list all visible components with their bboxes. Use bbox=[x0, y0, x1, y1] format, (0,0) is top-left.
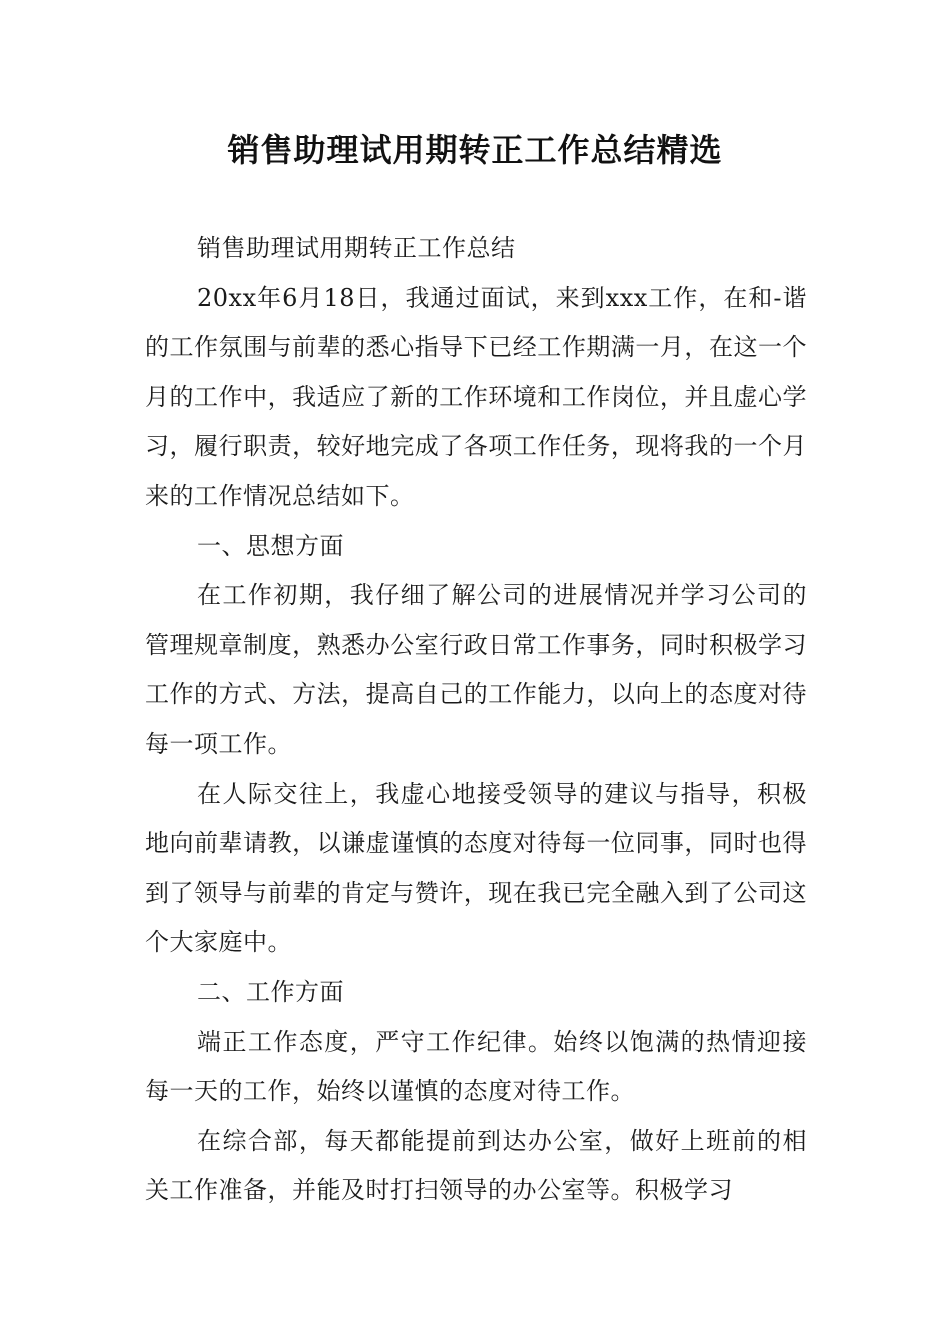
thinking-paragraph-2: 在人际交往上，我虚心地接受领导的建议与指导，积极地向前辈请教，以谦虚谨慎的态度对待每一位同事，同时也得到了领导与前辈的肯定与赞许，现在我已完全融入到了公司这个大家庭中。 bbox=[145, 779, 807, 957]
section-heading-thinking: 一、思想方面 bbox=[197, 531, 344, 560]
section-heading-work: 二、工作方面 bbox=[197, 977, 344, 1006]
work-paragraph-1: 端正工作态度，严守工作纪律。始终以饱满的热情迎接每一天的工作，始终以谨慎的态度对待工作。 bbox=[145, 1027, 807, 1106]
work-paragraph-2: 在综合部，每天都能提前到达办公室，做好上班前的相关工作准备，并能及时打扫领导的办公室等。积极学习 bbox=[145, 1126, 807, 1205]
intro-paragraph: 20xx年6月18日，我通过面试，来到xxx工作，在和-谐的工作氛围与前辈的悉心指导下已经工作期满一月，在这一个月的工作中，我适应了新的工作环境和工作岗位，并且虚心学习，履行职责，较好地完成了各项工作任务，现将我的一个月来的工作情况总结如下。 bbox=[145, 283, 807, 510]
document-title: 销售助理试用期转正工作总结精选 bbox=[227, 131, 723, 169]
subtitle-paragraph: 销售助理试用期转正工作总结 bbox=[197, 234, 516, 262]
thinking-paragraph-1: 在工作初期，我仔细了解公司的进展情况并学习公司的管理规章制度，熟悉办公室行政日常工作事务，同时积极学习工作的方式、方法，提高自己的工作能力，以向上的态度对待每一项工作。 bbox=[145, 581, 807, 758]
document-body bbox=[145, 224, 807, 1216]
